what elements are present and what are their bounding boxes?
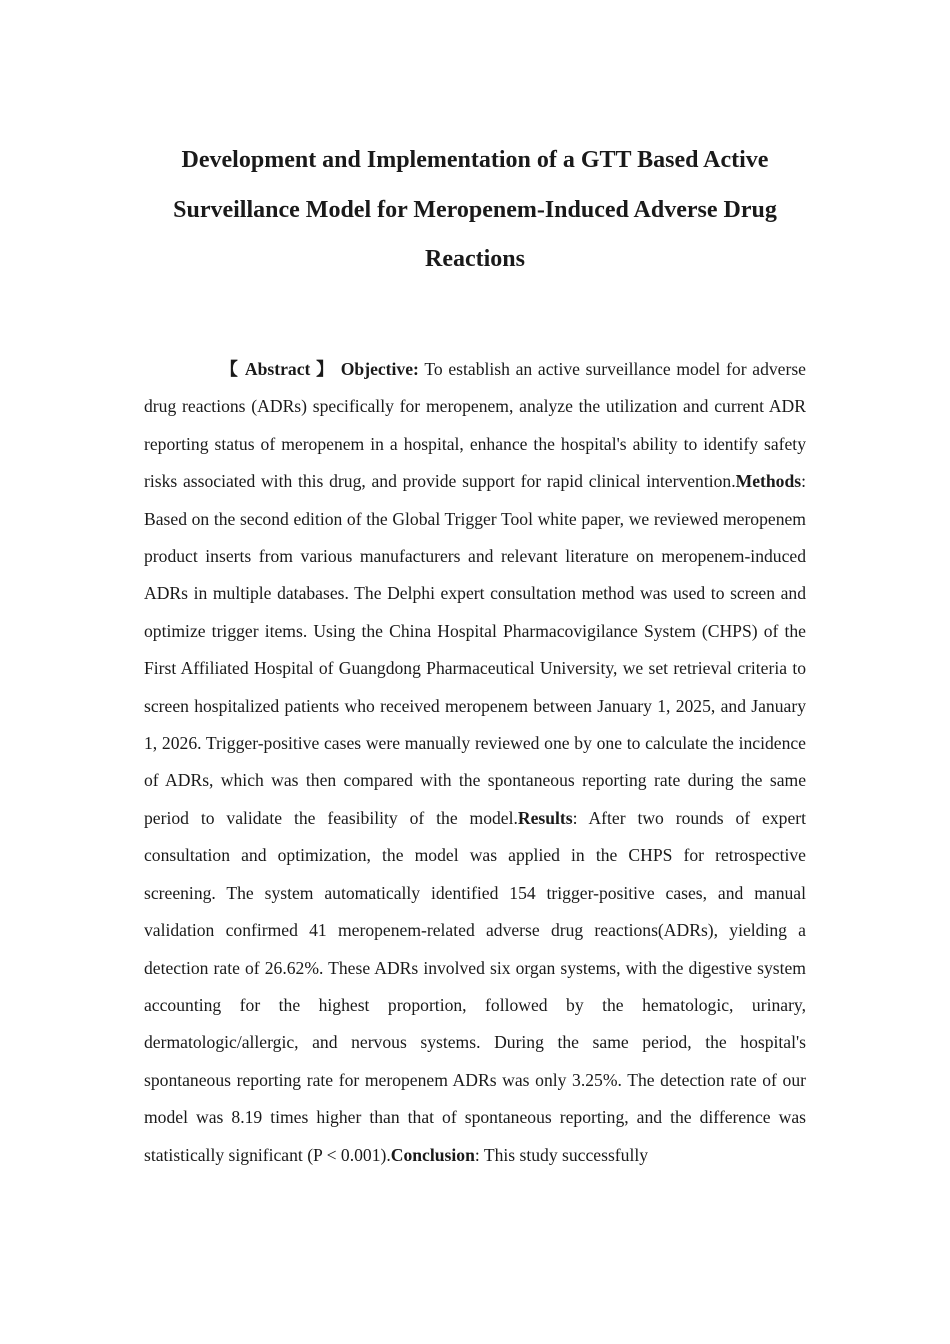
abstract-paragraph (144, 351, 806, 1174)
title-line-3: Reactions (425, 246, 525, 272)
paper-title (140, 136, 810, 285)
methods-label: Methods (735, 471, 802, 492)
objective-label: Objective: (340, 359, 419, 379)
methods-text: : Based on the second edition of the Global Trigger Tool white paper, we reviewed meropenem product inserts from various manufacturers and relevant literature on meropenem-induced ADRs in multiple databases. The Delphi expert consultation method was used to screen and optimize trigger items. Using the China Hospital Pharmacovigilance System (CHPS) of the First Affiliated Hospital of Guangdong Pharmaceutical University, we set retrieval criteria to screen hospitalized patients who received meropenem between January 1, 2025, and January 1, 2026. Trigger-positive cases were manually reviewed one by one to calculate the incidence of ADRs, which was then compared with the spontaneous reporting rate during the same period to validate the feasibility of the model. (144, 471, 806, 828)
conclusion-text: : This study successfully (474, 1144, 649, 1165)
title-line-2: Surveillance Model for Meropenem-Induced Adverse Drug (173, 196, 777, 223)
objective-text: To establish an active surveillance model for adverse drug reactions (ADRs) specifically for meropenem, analyze the utilization and current ADR reporting status of meropenem in a hospital, enhance the hospital's ability to identify safety risks associated with this drug, and provide support for rapid clinical intervention. (144, 359, 806, 492)
conclusion-label: Conclusion (390, 1144, 475, 1165)
title-line-1: Development and Implementation of a GTT Based Active (181, 147, 769, 173)
results-text: : After two rounds of expert consultation and optimization, the model was applied in the CHPS for retrospective screening. The system automatically identified 154 trigger-positive cases, and manual validation confirmed 41 meropenem-related adverse drug reactions(ADRs), yielding a detection rate of 26.62%. These ADRs involved six organ systems, with the digestive system accounting for the highest proportion, followed by the hematologic, urinary, dermatologic/allergic, and nervous systems. During the same period, the hospital's spontaneous reporting rate for meropenem ADRs was only 3.25%. The detection rate of our model was 8.19 times higher than that of spontaneous reporting, and the difference was statistically significant (P < 0.001). (144, 807, 806, 1165)
results-label: Results (517, 807, 573, 828)
abstract-heading: 【 Abstract 】 (219, 359, 336, 379)
